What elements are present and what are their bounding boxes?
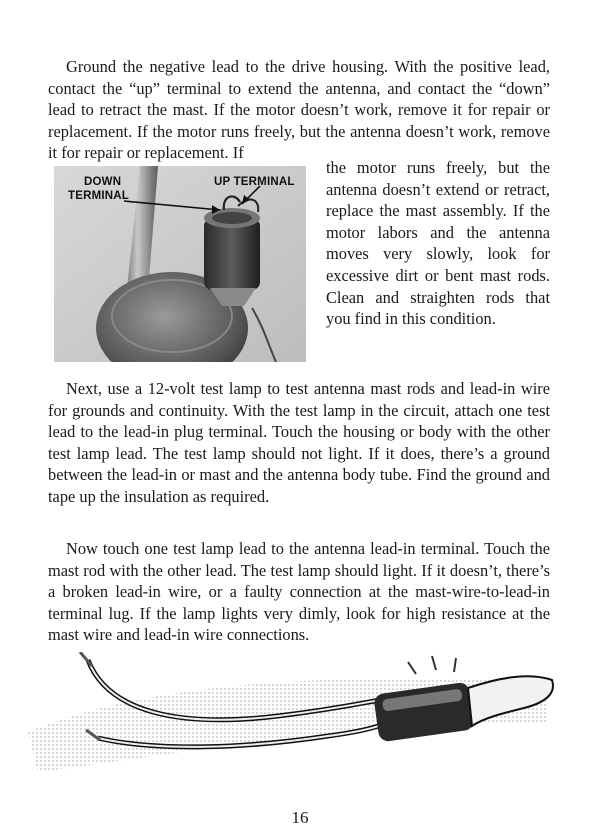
paragraph-motor-check: the motor runs freely, but the antenna doesn’t extend or retract, replace the mast assembly. If the motor labors and the antenna moves very slowly, look for excessive dirt or bent mast rods. Clean and straighten rods that you find in this condition. (326, 158, 550, 329)
antenna-motor-illustration (54, 166, 306, 362)
up-terminal-label: UP TERMINAL (214, 176, 295, 188)
down-terminal-label-line1: DOWN (84, 176, 122, 188)
paragraph-lead-in-test: Now touch one test lamp lead to the antenna lead-in terminal. Touch the mast rod with the other lead. The test lamp should light. If it doesn’t, there’s a broken lead-in wire, or a faulty connection at the mast-wire-to-lead-in terminal lug. If the lamp lights very dimly, look for high resistance at the mast wire and lead-in wire connections. (48, 539, 550, 644)
down-terminal-label-line2: TERMINAL (68, 190, 130, 202)
paragraph-ground-continuity-test: Next, use a 12-volt test lamp to test antenna mast rods and lead-in wire for grounds and continuity. With the test lamp in the circuit, attach one test lead to the lead-in plug terminal. Touch the housing or body with the other test lamp lead. The test lamp should not light. If it does, there’s a ground between the lead-in or mast and the antenna body tube. Find the ground and tape up the insulation as required. (48, 379, 550, 506)
lead-in-cable-illustration (28, 652, 568, 782)
antenna-motor-photo (54, 166, 306, 362)
paragraph-ground-test: Ground the negative lead to the drive housing. With the positive lead, contact the “up” terminal to extend the antenna, and contact the “down” lead to retract the mast. If the motor doesn’t work, remove it for repair or replacement. If the motor runs freely, but the antenna doesn’t work, remove it for repair or replacement. If (48, 57, 550, 162)
page-number: 16 (291, 808, 309, 827)
